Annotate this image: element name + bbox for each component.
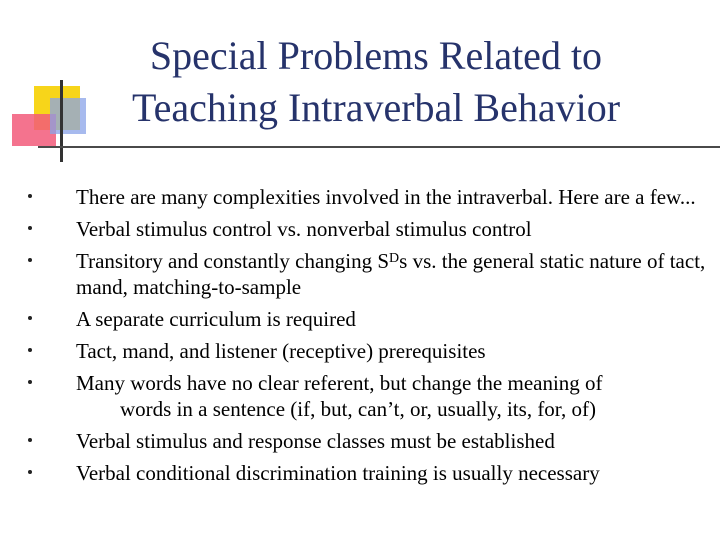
- bullet-item: [28, 216, 708, 242]
- bullet-dot-icon: [28, 258, 32, 262]
- bullet-text: A separate curriculum is required: [76, 307, 356, 331]
- bullet-dot-icon: [28, 226, 32, 230]
- bullet-dot-icon: [28, 380, 32, 384]
- decor-blue-square: [50, 98, 86, 134]
- slide-title-line-2: Teaching Intraverbal Behavior: [131, 85, 621, 130]
- bullet-text: Verbal stimulus control vs. nonverbal stimulus control: [76, 217, 532, 241]
- bullet-item: [28, 184, 708, 210]
- bullet-text: Tact, mand, and listener (receptive) prerequisites: [76, 339, 486, 363]
- title-divider-line: [38, 146, 720, 148]
- bullet-dot-icon: [28, 438, 32, 442]
- bullet-text: There are many complexities involved in the intraverbal. Here are a few...: [76, 185, 696, 209]
- bullet-text-pre: Transitory and constantly changing S: [76, 249, 390, 273]
- bullet-text: Verbal conditional discrimination training is usually necessary: [76, 461, 600, 485]
- bullet-item: [28, 248, 708, 300]
- bullet-dot-icon: [28, 348, 32, 352]
- bullet-dot-icon: [28, 470, 32, 474]
- bullet-item: [28, 306, 708, 332]
- bullet-list: [28, 184, 708, 492]
- bullet-item: [28, 338, 708, 364]
- bullet-item: [28, 460, 708, 486]
- bullet-text-line-1: Many words have no clear referent, but change the meaning of: [76, 371, 603, 395]
- bullet-text-line-2: words in a sentence (if, but, can’t, or, usually, its, for, of): [120, 397, 596, 421]
- slide-title: [96, 30, 656, 134]
- decor-vertical-line: [60, 80, 63, 162]
- bullet-item: [28, 428, 708, 454]
- bullet-text: Verbal stimulus and response classes must be established: [76, 429, 555, 453]
- bullet-text-superscript: D: [389, 251, 400, 266]
- bullet-dot-icon: [28, 194, 32, 198]
- bullet-text-post: s vs. the general static nature of tact, mand, matching-to-sample: [76, 249, 706, 299]
- slide-title-line-1: Special Problems Related to: [149, 33, 603, 78]
- bullet-item: [28, 370, 708, 422]
- bullet-dot-icon: [28, 316, 32, 320]
